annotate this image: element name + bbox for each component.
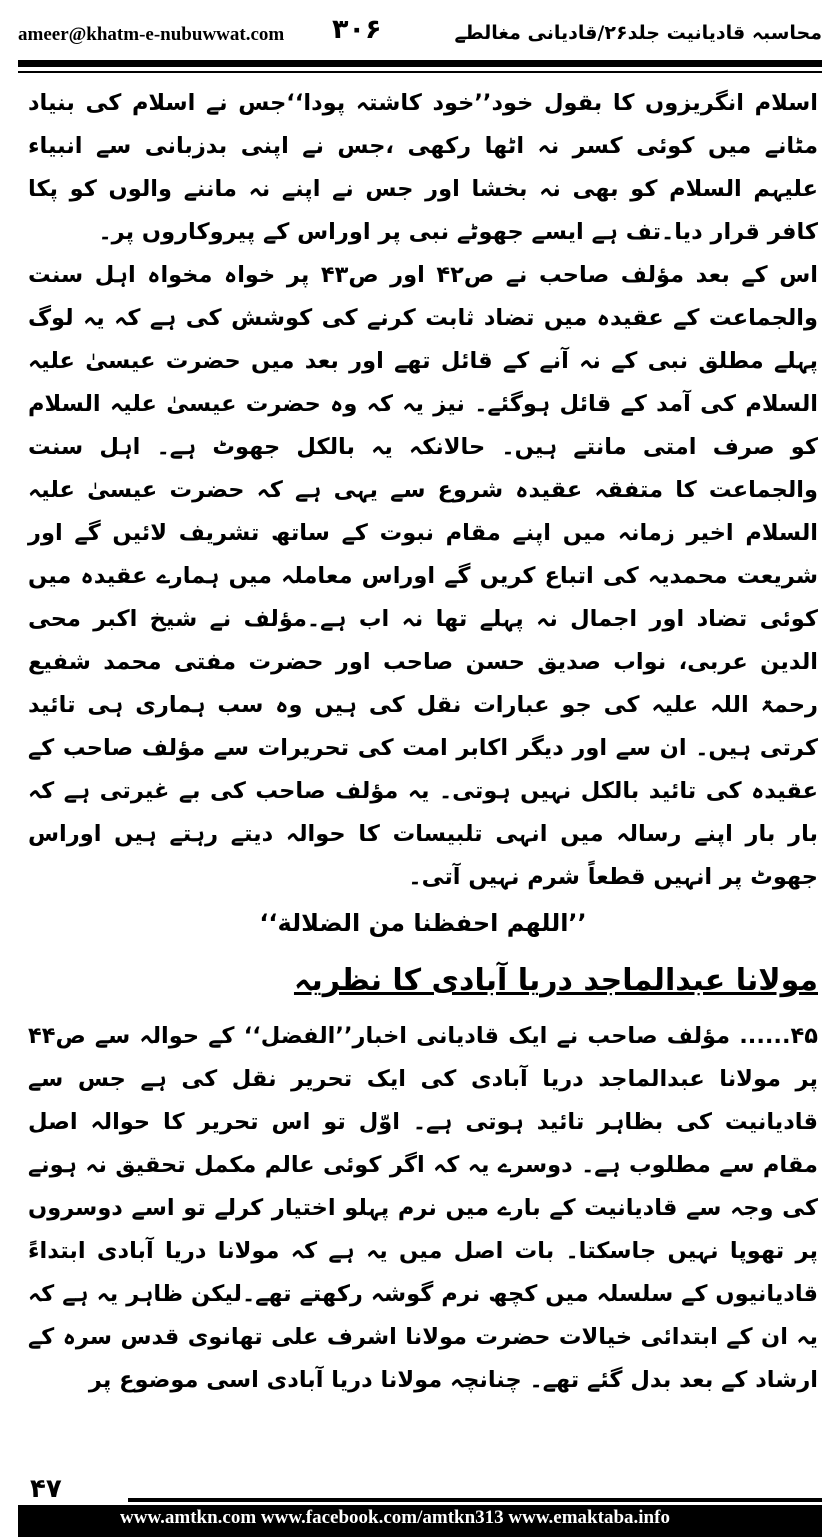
header-rule-thin [18, 71, 822, 73]
paragraph-3: ۴۵...... مؤلف صاحب نے ایک قادیانی اخبار’’الفضل‘‘ کے حوالہ سے ص۴۴ پر مولانا عبدالماجد دریا آبادی کی ایک تحریر نقل کی ہے جس سے قادیانیت کی بظاہر تائید ہوتی ہے۔ اوّل تو اس تحریر کا حوالہ اصل مقام سے مطلوب ہے۔ دوسرے یہ کہ اگر کوئی عالم مکمل تحقیق نہ ہونے کی وجہ سے قادیانیت کے بارے میں نرم پہلو اختیار کرلے تو اسے دوسروں پر تھوپا نہیں جاسکتا۔ بات اصل میں یہ ہے کہ مولانا دریا آبادی ابتداءً قادیانیوں کے سلسلہ میں کچھ نرم گوشہ رکھتے تھے۔لیکن ظاہر یہ ہے کہ یہ ان کے ابتدائی خیالات حضرت مولانا اشرف علی تھانوی قدس سرہ کے ارشاد کے بعد بدل گئے تھے۔ چنانچہ مولانا دریا آبادی اسی موضوع پر [28, 1023, 818, 1393]
paragraph-2: اس کے بعد مؤلف صاحب نے ص۴۲ اور ص۴۳ پر خواہ مخواہ اہل سنت والجماعت کے عقیدہ میں تضاد ثابت کرنے کی کوشش کی ہے کہ یہ لوگ پہلے مطلق نبی کے نہ آنے کے قائل تھے اور بعد میں حضرت عیسیٰ علیہ السلام کی آمد کے قائل ہوگئے۔ نیز یہ کہ وہ حضرت عیسیٰ علیہ السلام کو صرف امتی مانتے ہیں۔ حالانکہ یہ بالکل جھوٹ ہے۔ اہل سنت والجماعت کا متفقہ عقیدہ شروع سے یہی ہے کہ حضرت عیسیٰ علیہ السلام اخیر زمانہ میں اپنے مقام نبوت کے ساتھ تشریف لائیں گے اور شریعت محمدیہ کی اتباع کریں گے اوراس معاملہ میں ہمارے عقیدہ میں کوئی تضاد اور اجمال نہ پہلے تھا نہ اب ہے۔مؤلف نے شیخ اکبر محی الدین عربی، نواب صدیق حسن صاحب اور حضرت مفتی محمد شفیع رحمۃ اللہ علیہ کی جو عبارات نقل کی ہیں وہ سب ہماری ہی تائید کرتی ہیں۔ ان سے اور دیگر اکابر امت کی تحریرات سے مؤلف صاحب کے عقیدہ کی تائید بالکل نہیں ہوتی۔ یہ مؤلف صاحب کی بے غیرتی ہے کہ بار بار اپنے رسالہ میں انہی تلبیسات کا حوالہ دیتے رہتے ہیں اوراس جھوٹ پر انہیں قطعاً شرم نہیں آتی۔ [28, 262, 818, 890]
header-page-number: ۳۰۶ [332, 14, 382, 45]
page-header [10, 14, 830, 54]
page-body [28, 82, 818, 1402]
footer-rule [128, 1498, 822, 1502]
header-rule-thick [18, 60, 822, 67]
dua-line: ’’اللهم احفظنا من الضلالة‘‘ [259, 909, 587, 937]
running-title: محاسبہ قادیانیت جلد۲۶/قادیانی مغالطے [454, 22, 822, 44]
section-heading: مولانا عبدالماجد دریا آبادی کا نظریہ [293, 963, 818, 998]
footer-links: www.amtkn.com www.facebook.com/amtkn313 www.emaktaba.info [120, 1507, 670, 1528]
header-email: ameer@khatm-e-nubuwwat.com [18, 24, 285, 45]
paragraph-1: اسلام انگریزوں کا بقول خود’’خود کاشتہ پودا‘‘جس نے اسلام کی بنیاد مٹانے میں کوئی کسر نہ اٹھا رکھی ،جس نے اپنی بدزبانی سے انبیاء علیہم السلام کو بھی نہ بخشا اور جس نے اپنے نہ ماننے والوں کو پکا کافر قرار دیا۔تف ہے ایسے جھوٹے نبی پر اوراس کے پیروکاروں پر۔ [28, 90, 818, 245]
footer-page-number: ۴۷ [30, 1474, 62, 1504]
